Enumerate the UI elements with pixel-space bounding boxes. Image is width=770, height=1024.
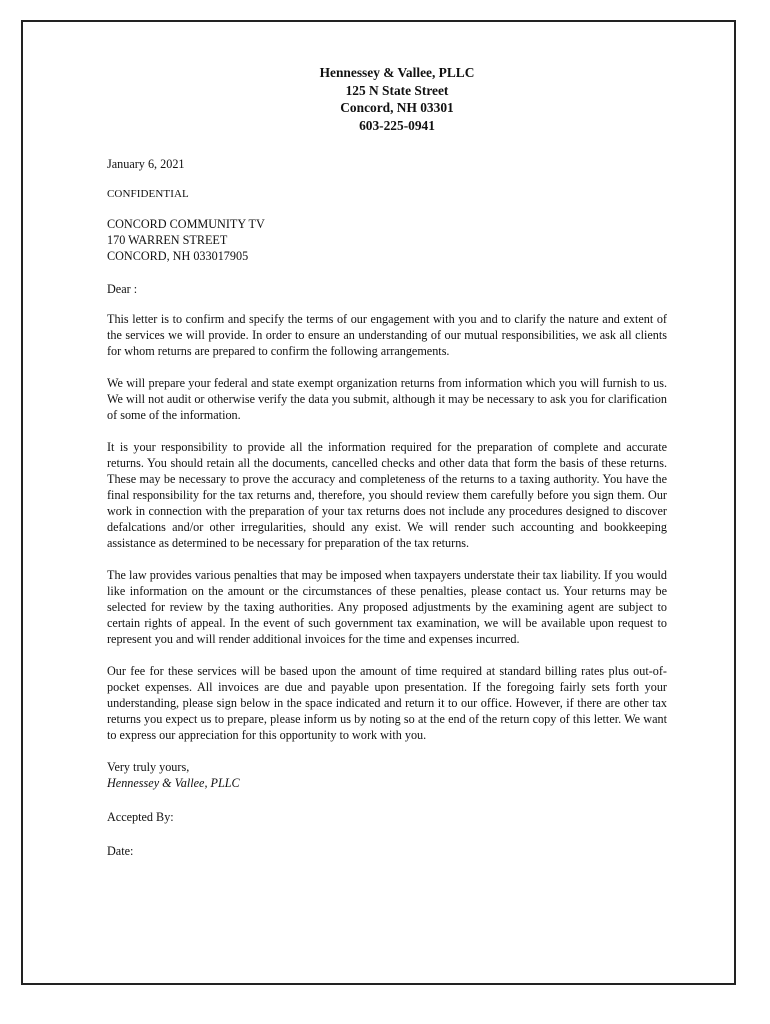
letter-body (107, 64, 667, 859)
firm-phone: 603-225-0941 (359, 117, 435, 133)
letterhead (107, 64, 667, 134)
closing (107, 759, 667, 791)
recipient-address (107, 216, 667, 264)
recipient-street: 170 WARREN STREET (107, 233, 228, 247)
signature: Hennessey & Vallee, PLLC (107, 776, 240, 790)
paragraph-preparation: We will prepare your federal and state exempt organization returns from information which you will furnish to us. We will not audit or otherwise verify the data you submit, although it may be necessary to ask you for clarification of some of the information. (107, 376, 667, 422)
salutation: Dear : (107, 282, 138, 296)
paragraph-responsibility: It is your responsibility to provide all the information required for the preparation of complete and accurate returns. You should retain all the documents, cancelled checks and other data that form the basis of these returns. These may be necessary to prove the accuracy and completeness of the returns to a taxing authority. You have the final responsibility for the tax returns and, therefore, you should review them carefully before you sign them. Our work in connection with the preparation of your tax returns does not include any procedures designed to discover defalcations and/or other irregularities, should any exist. We will render such accounting and bookkeeping assistance as determined to be necessary for preparation of the tax returns. (107, 440, 667, 550)
letter-date: January 6, 2021 (107, 157, 185, 171)
confidential-label: CONFIDENTIAL (107, 188, 189, 200)
accepted-by-label: Accepted By: (107, 810, 174, 824)
recipient-city-state-zip: CONCORD, NH 033017905 (107, 249, 249, 263)
letter-page (21, 20, 736, 985)
firm-street: 125 N State Street (345, 82, 449, 98)
paragraph-fees: Our fee for these services will be based upon the amount of time required at standard billing rates plus out-of-pocket expenses. All invoices are due and payable upon presentation. If the foregoing fairly sets forth your understanding, please sign below in the space indicated and return it to our office. However, if there are other tax returns you expect us to prepare, please inform us by noting so at the end of the return copy of this letter. We want to express our appreciation for this opportunity to work with you. (107, 664, 667, 742)
firm-name: Hennessey & Vallee, PLLC (319, 65, 475, 80)
paragraph-engagement: This letter is to confirm and specify the terms of our engagement with you and to clarify the nature and extent of the services we will provide. In order to ensure an understanding of our mutual responsibilities, we ask all clients for whom returns are prepared to confirm the following arrangements. (107, 312, 667, 358)
date-label: Date: (107, 844, 134, 858)
firm-city-state-zip: Concord, NH 03301 (340, 100, 454, 115)
paragraph-penalties: The law provides various penalties that may be imposed when taxpayers understate their tax liability. If you would like information on the amount or the circumstances of these penalties, please contact us. Your returns may be selected for review by the taxing authorities. Any proposed adjustments by the examining agent are subject to certain rights of appeal. In the event of such government tax examination, we will be available upon request to represent you and will render additional invoices for the time and expenses incurred. (107, 568, 667, 646)
closing-text: Very truly yours, (107, 760, 190, 774)
recipient-name: CONCORD COMMUNITY TV (107, 217, 265, 231)
